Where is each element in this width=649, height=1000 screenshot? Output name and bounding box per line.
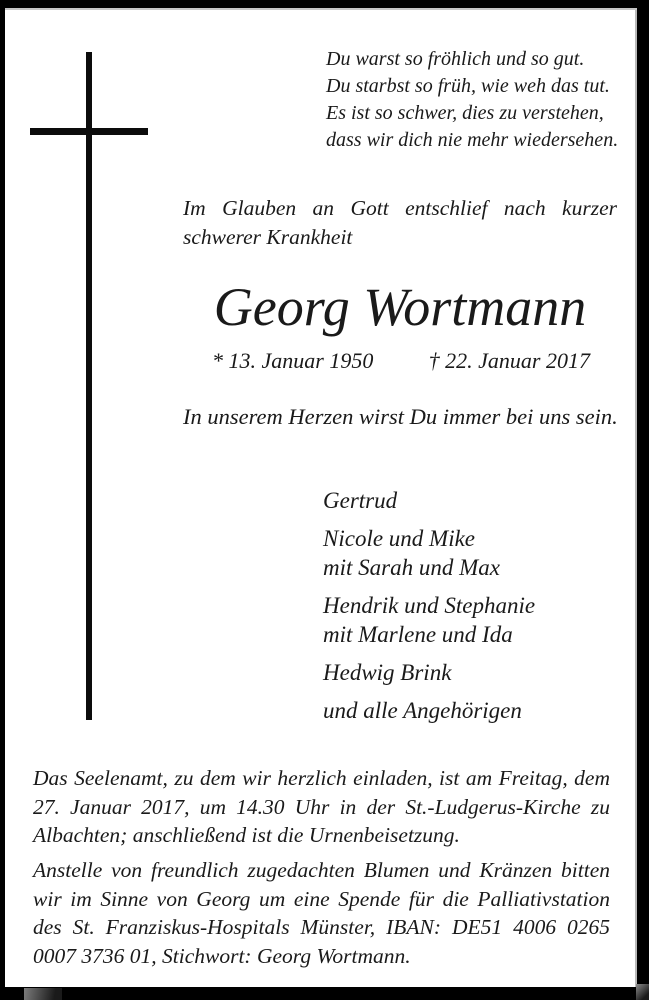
mourner-name: Hedwig Brink xyxy=(323,660,452,685)
poem-line: Du warst so fröhlich und so gut. xyxy=(326,48,585,70)
poem-line: dass wir dich nie mehr wiedersehen. xyxy=(326,129,619,151)
memorial-poem xyxy=(326,46,618,154)
intro-text: Im Glauben an Gott entschlief nach kurzer schwerer Krankheit xyxy=(183,196,617,249)
mourner-name: Nicole und Mike xyxy=(323,526,476,551)
service-info: Das Seelenamt, zu dem wir herzlich einladen, ist am Freitag, dem 27. Januar 2017, um 14.30 Uhr in der St.-Ludgerus-Kirche zu Albachten; anschließend ist die Urnenbeisetzung. xyxy=(33,766,610,847)
mourners-list xyxy=(323,486,535,734)
poem-line: Es ist so schwer, dies zu verstehen, xyxy=(326,102,604,124)
scan-artifact-line xyxy=(5,8,637,10)
scan-artifact xyxy=(636,984,649,1000)
mourner-name: Hendrik und Stephanie xyxy=(323,593,536,618)
poem-line: Du starbst so früh, wie weh das tut. xyxy=(326,75,610,97)
mourner-name: mit Marlene und Ida xyxy=(323,622,513,647)
death-date: † 22. Januar 2017 xyxy=(428,348,590,373)
scan-border-top xyxy=(0,0,649,8)
mourner-group xyxy=(323,591,535,649)
mourner-group xyxy=(323,696,535,725)
life-dates xyxy=(212,348,590,374)
dedication-text: In unserem Herzen wirst Du immer bei uns sein. xyxy=(183,404,618,429)
scan-artifact xyxy=(24,988,62,1000)
scan-border-right xyxy=(637,8,649,1000)
mourner-name: mit Sarah und Max xyxy=(323,555,500,580)
deceased-name: Georg Wortmann xyxy=(213,277,587,337)
scan-border-left xyxy=(0,8,5,1000)
birth-date: * 13. Januar 1950 xyxy=(212,348,374,373)
mourner-name: Gertrud xyxy=(323,488,398,513)
mourner-name: und alle Angehörigen xyxy=(323,698,522,723)
mourner-group xyxy=(323,658,535,687)
mourner-group xyxy=(323,486,535,515)
scan-artifact-line xyxy=(635,10,637,987)
mourner-group xyxy=(323,524,535,582)
scan-border-bottom xyxy=(0,987,649,1000)
donation-info: Anstelle von freundlich zugedachten Blumen und Kränzen bitten wir im Sinne von Georg um eine Spende für die Palliativstation des St. Franziskus-Hospitals Münster, IBAN: DE51 4006 0265 0007 3736 01, Stichwort: Georg Wortmann. xyxy=(33,858,610,968)
